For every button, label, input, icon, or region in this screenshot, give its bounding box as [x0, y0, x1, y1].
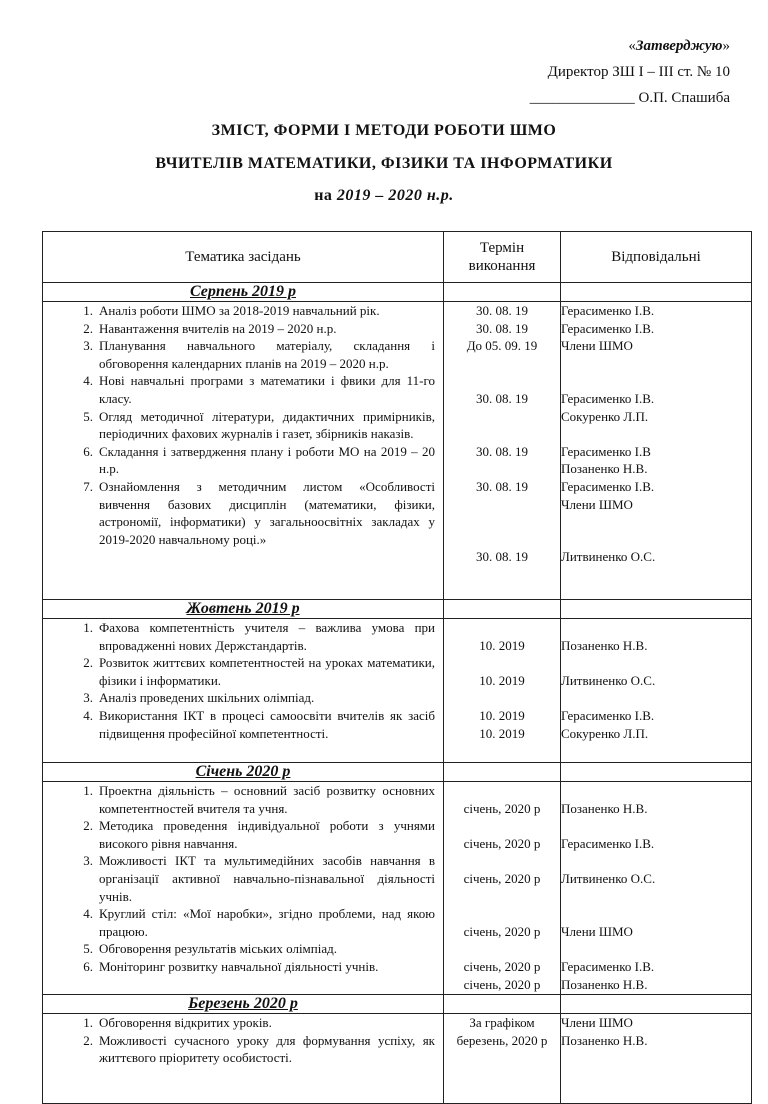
month-resp-cell [561, 283, 752, 302]
topic-number: 5. [83, 941, 93, 957]
approval-director: Директор ЗШ І – ІІІ ст. № 10 [547, 64, 730, 80]
topic-text: Ознайомлення з методичним листом «Особливості вивчення базових дисциплін (математики, фізики, астрономії, інформатики) у загальноосвітніх закладах у 2019-2020 навчальному році.» [99, 478, 435, 547]
topic-number: 6. [83, 958, 93, 974]
topic-item [43, 940, 443, 958]
responsible-cell [561, 782, 752, 995]
topic-item [43, 1032, 443, 1067]
topic-text: Аналіз роботи ШМО за 2018-2019 навчальний рік. [99, 303, 380, 318]
topic-number: 4. [83, 906, 93, 922]
term-value [444, 425, 560, 443]
responsible-value: Герасименко І.В. [561, 320, 655, 336]
term-value [444, 513, 560, 531]
month-heading: Січень 2020 р [43, 763, 444, 782]
responsible-value: Сокуренко Л.П. [561, 408, 649, 424]
term-value [444, 852, 560, 870]
responsible-value [561, 852, 751, 870]
approval-word: Затверджую [635, 38, 723, 54]
responsible-value [561, 531, 751, 549]
month-heading: Серпень 2019 р [43, 283, 444, 302]
topic-text: Проектна діяльність – основний засіб розвитку основних компетентностей вчителя та учня. [99, 783, 435, 816]
topics-cell [43, 619, 444, 763]
month-row [43, 763, 752, 782]
responsible-value: Члени ШМО [561, 923, 633, 939]
responsible-value: Герасименко І.В. [561, 303, 655, 318]
term-value: січень, 2020 р [463, 976, 541, 992]
month-resp-cell [561, 600, 752, 619]
term-value [444, 940, 560, 958]
responsible-value: Члени ШМО [561, 1015, 633, 1030]
table-header-row [43, 232, 752, 283]
topic-number: 1. [83, 783, 93, 798]
topic-item [43, 707, 443, 742]
responsible-value [561, 888, 751, 906]
responsible-value [561, 817, 751, 835]
term-value [444, 689, 560, 707]
work-plan-table [42, 231, 752, 1104]
topic-text: Розвиток життєвих компетентностей на уроках математики, фізики і інформатики. [99, 655, 435, 688]
term-value: 30. 08. 19 [476, 390, 528, 406]
responsible-value [561, 372, 751, 390]
topic-text: Обговорення відкритих уроків. [99, 1015, 272, 1030]
topic-text: Складання і затвердження плану і роботи МО на 2019 – 20 н.р. [99, 443, 435, 477]
topic-number: 2. [83, 1032, 93, 1048]
header-term: Термін виконання [444, 232, 561, 283]
responsible-value: Герасименко І.В. [561, 390, 655, 406]
topic-item [43, 619, 443, 654]
term-value [444, 905, 560, 923]
topic-item [43, 958, 443, 976]
month-resp-cell [561, 995, 752, 1014]
term-value: січень, 2020 р [463, 923, 541, 939]
term-value: 30. 08. 19 [476, 549, 528, 565]
topic-number: 3. [83, 690, 93, 706]
topic-text: Фахова компетентність учителя – важлива умова при впровадженні нових Держстандартів. [99, 620, 435, 653]
term-value [444, 460, 560, 478]
term-value [444, 619, 560, 637]
responsible-cell [561, 619, 752, 763]
topic-number: 7. [83, 478, 93, 494]
responsible-value: Герасименко І.В. [561, 958, 655, 974]
term-value: 30. 08. 19 [476, 443, 528, 459]
responsible-value: Члени ШМО [561, 496, 633, 512]
topic-number: 4. [83, 707, 93, 723]
responsible-value [561, 940, 751, 958]
topic-number: 2. [83, 655, 93, 671]
topic-item [43, 905, 443, 940]
term-value [444, 355, 560, 373]
topic-item [43, 817, 443, 852]
responsible-value [561, 355, 751, 373]
responsible-value: Позаненко Н.В. [561, 800, 648, 816]
approval-stamp: «Затверджую» [628, 38, 730, 54]
month-term-cell [444, 995, 561, 1014]
topic-text: Круглий стіл: «Мої наробки», згідно проблеми, над якою працюю. [99, 906, 435, 939]
header-responsible: Відповідальні [561, 232, 752, 283]
responsible-value [561, 689, 751, 707]
table-body [43, 283, 752, 1104]
responsible-cell [561, 1014, 752, 1104]
topic-text: Аналіз проведених шкільних олімпіад. [99, 690, 315, 706]
topic-number: 3. [83, 338, 93, 354]
responsible-value: Герасименко І.В. [561, 707, 655, 723]
responsible-value: Позаненко Н.В. [561, 637, 648, 653]
topic-item [43, 689, 443, 707]
responsible-value [561, 513, 751, 531]
term-value: До 05. 09. 19 [466, 338, 538, 354]
responsible-value: Позаненко Н.В. [561, 976, 648, 992]
terms-cell [444, 619, 561, 763]
topics-cell [43, 1014, 444, 1104]
terms-cell [444, 782, 561, 995]
responsible-cell [561, 302, 752, 600]
month-heading: Березень 2020 р [43, 995, 444, 1014]
topic-text: Планування навчального матеріалу, складання і обговорення календарних планів на 2019 – 2020 н.р. [99, 338, 435, 371]
responsible-value: Герасименко І.В. [561, 835, 655, 851]
topic-text: Використання ІКТ в процесі самоосвіти вчителів як засіб підвищення професійної компетентності. [99, 707, 435, 741]
responsible-value: Сокуренко Л.П. [561, 725, 649, 741]
title-line-1: ЗМІСТ, ФОРМИ І МЕТОДИ РОБОТИ ШМО [211, 122, 557, 139]
month-term-cell [444, 283, 561, 302]
term-value: січень, 2020 р [463, 835, 541, 851]
academic-year: 2019 – 2020 н.р. [336, 187, 454, 204]
topic-text: Можливості сучасного уроку для формування успіху, як життєвого пріоритету особистості. [99, 1032, 435, 1066]
term-value [444, 654, 560, 672]
topic-number: 2. [83, 320, 93, 336]
topic-number: 1. [83, 303, 93, 318]
term-value [444, 372, 560, 390]
responsible-value: Позаненко Н.В. [561, 1032, 648, 1048]
topic-item [43, 782, 443, 817]
topics-cell [43, 302, 444, 600]
topic-number: 1. [83, 620, 93, 635]
term-value [444, 531, 560, 549]
section-row [43, 302, 752, 600]
term-value: січень, 2020 р [463, 870, 541, 886]
topic-text: Можливості ІКТ та мультимедійних засобів навчання в організації активної навчально-пізнавальної діяльності учнів. [99, 853, 435, 904]
terms-cell [444, 1014, 561, 1104]
topic-number: 5. [83, 408, 93, 424]
term-value [444, 817, 560, 835]
topic-item [43, 852, 443, 905]
topic-item [43, 443, 443, 478]
month-row [43, 600, 752, 619]
header-topic: Тематика засідань [43, 232, 444, 283]
month-resp-cell [561, 763, 752, 782]
term-value: 10. 2019 [479, 707, 525, 723]
term-value: 10. 2019 [479, 672, 525, 688]
topic-number: 1. [83, 1015, 93, 1030]
topics-cell [43, 782, 444, 995]
term-value [444, 888, 560, 906]
section-row [43, 782, 752, 995]
responsible-value [561, 905, 751, 923]
topic-item [43, 320, 443, 338]
term-value: 30. 08. 19 [476, 478, 528, 494]
responsible-value [561, 782, 751, 800]
responsible-value [561, 619, 751, 637]
topic-number: 6. [83, 443, 93, 459]
topic-text: Нові навчальні програми з математики і фвики для 11-го класу. [99, 373, 435, 406]
responsible-value: Литвиненко О.С. [561, 549, 656, 565]
topic-item [43, 302, 443, 320]
term-value: січень, 2020 р [463, 958, 541, 974]
section-row [43, 1014, 752, 1104]
topic-text: Обговорення результатів міських олімпіад. [99, 941, 337, 957]
responsible-value [561, 425, 751, 443]
topic-number: 3. [83, 853, 93, 869]
term-value [444, 782, 560, 800]
term-value: 10. 2019 [479, 637, 525, 653]
month-term-cell [444, 763, 561, 782]
term-value [444, 408, 560, 426]
term-value: 30. 08. 19 [476, 320, 528, 336]
responsible-value: Литвиненко О.С. [561, 672, 656, 688]
month-term-cell [444, 600, 561, 619]
section-row [43, 619, 752, 763]
month-row [43, 995, 752, 1014]
term-value: березень, 2020 р [456, 1032, 548, 1048]
term-value: 30. 08. 19 [476, 303, 528, 318]
terms-cell [444, 302, 561, 600]
topic-text: Методика проведення індивідуальної роботи з учнями високого рівня навчання. [99, 818, 435, 851]
responsible-value: Герасименко І.В [561, 443, 651, 459]
title-line-3: на 2019 – 2020 н.р. [314, 187, 454, 204]
topic-item [43, 1014, 443, 1032]
responsible-value: Герасименко І.В. [561, 478, 655, 494]
topic-number: 2. [83, 818, 93, 834]
term-value: 10. 2019 [479, 725, 525, 741]
approval-signature-line: ______________ О.П. Спашиба [529, 90, 730, 106]
approval-block [530, 35, 730, 109]
responsible-value: Позаненко Н.В. [561, 461, 648, 477]
responsible-value: Литвиненко О.С. [561, 870, 656, 886]
term-value: січень, 2020 р [463, 800, 541, 816]
month-heading: Жовтень 2019 р [43, 600, 444, 619]
term-value: За графіком [469, 1015, 535, 1030]
responsible-value [561, 654, 751, 672]
topic-item [43, 408, 443, 443]
topic-item [43, 372, 443, 407]
topic-number: 4. [83, 373, 93, 389]
topic-item [43, 654, 443, 689]
responsible-value: Члени ШМО [561, 338, 633, 354]
topic-text: Навантаження вчителів на 2019 – 2020 н.р. [99, 320, 337, 336]
topic-text: Огляд методичної літератури, дидактичних примірників, періодичних фахових журналів і газет, збірників наказів. [99, 408, 435, 442]
month-row [43, 283, 752, 302]
term-value [444, 496, 560, 514]
topic-text: Моніторинг розвитку навчальної діяльності учнів. [99, 958, 379, 974]
title-line-2: ВЧИТЕЛІВ МАТЕМАТИКИ, ФІЗИКИ ТА ІНФОРМАТИКИ [155, 155, 613, 172]
topic-item [43, 337, 443, 372]
topic-item [43, 478, 443, 548]
